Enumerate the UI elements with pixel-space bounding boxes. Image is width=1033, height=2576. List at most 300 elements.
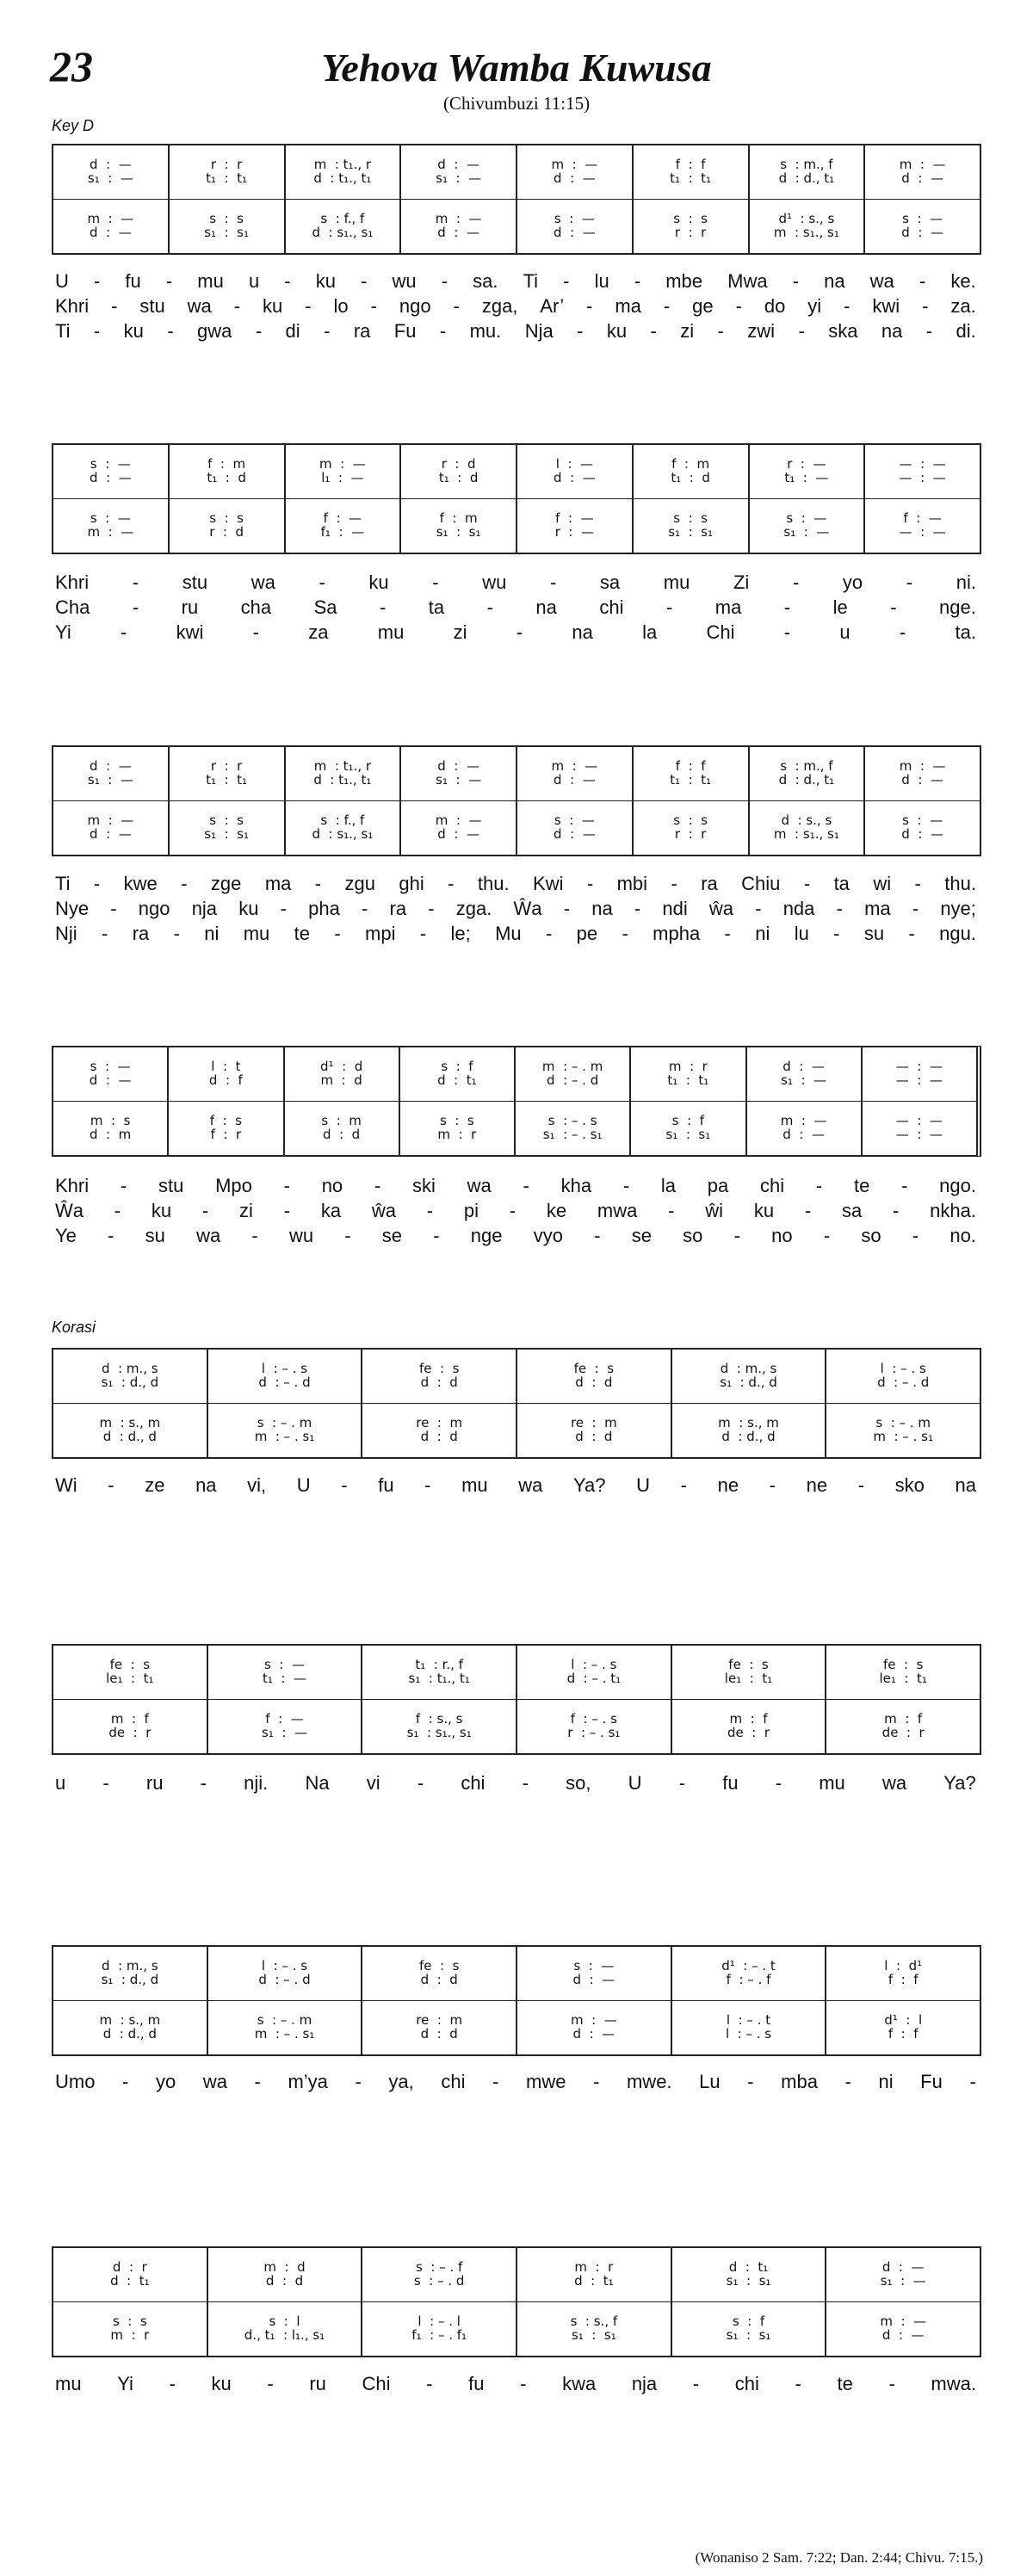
syllable: stu (139, 295, 165, 317)
measure: s : m., f d : d., t₁ (750, 145, 866, 199)
syllable: Na (305, 1772, 330, 1794)
syllable: nge (470, 1225, 503, 1246)
chorus-label: Korasi (52, 1319, 96, 1336)
music-system (52, 1945, 981, 2056)
syllable: - (173, 923, 180, 944)
measure: s : — d : — (517, 200, 634, 253)
measure: s : s r : d (170, 499, 286, 553)
syllable: - (833, 923, 840, 944)
syllable: ŵa (371, 1200, 396, 1221)
measure: s : s r : r (634, 801, 750, 855)
measure: m : t₁., r d : t₁., t₁ (286, 145, 402, 199)
syllable: yo (155, 2071, 176, 2092)
syllable: - (283, 1200, 291, 1221)
syllable: Ti (55, 320, 71, 342)
syllable: - (717, 320, 724, 342)
measure: fe : s d : d (362, 1350, 517, 1403)
syllable: Yi (55, 621, 71, 643)
syllable: gwa (197, 320, 232, 342)
measure: s : f., f d : s₁., s₁ (286, 200, 402, 253)
syllable: zga, (481, 295, 518, 317)
syllable: zi (453, 621, 467, 643)
syllable: nji. (244, 1772, 269, 1794)
staff-upper (53, 445, 980, 499)
measure: — : — — : — (899, 456, 946, 485)
syllable: no (771, 1225, 793, 1246)
measure: m : — d : — (747, 1102, 863, 1155)
lyric-line (55, 620, 976, 645)
measure: d : r d : t₁ (53, 2248, 208, 2301)
syllable: - (634, 898, 641, 919)
lyric-line (55, 1770, 976, 1795)
syllable: m’ya (288, 2071, 328, 2092)
music-system (52, 2246, 981, 2357)
measure: f : f t₁ : t₁ (634, 747, 750, 800)
syllable: - (433, 1225, 440, 1246)
lyric-line (55, 1198, 976, 1223)
measure: m : — d : — (401, 200, 517, 253)
measure: d : s., s m : s₁., s₁ (750, 801, 866, 855)
staff-upper (53, 2248, 980, 2302)
syllable: ŵi (705, 1200, 724, 1221)
measure: s : – . f s : – . d (362, 2248, 517, 2301)
syllable: - (280, 898, 287, 919)
syllable: chi (441, 2071, 466, 2092)
syllable: - (334, 923, 341, 944)
staff-upper (53, 747, 980, 801)
syllable: za (308, 621, 329, 643)
syllable: - (692, 2373, 700, 2394)
hymn-number: 23 (50, 42, 93, 90)
syllable: - (922, 295, 929, 317)
measure: l : – . s d : – . t₁ (517, 1646, 672, 1699)
syllable: ku (238, 898, 259, 919)
measure: d : — s₁ : — (401, 747, 517, 800)
syllable: chi (599, 596, 624, 618)
measure: s : s., f s₁ : s₁ (517, 2302, 672, 2356)
syllable: no. (949, 1225, 976, 1246)
syllable: kwi (872, 295, 900, 317)
measure: d¹ : d m : d (285, 1047, 400, 1101)
syllable: - (380, 596, 387, 618)
syllable: pe (576, 923, 598, 944)
syllable: - (362, 898, 368, 919)
measure: m : r d : t₁ (517, 2248, 672, 2301)
syllable: ku (263, 295, 283, 317)
syllable: kwi (176, 621, 204, 643)
syllable: zi (680, 320, 695, 342)
syllable: mu (461, 1474, 488, 1496)
syllable: - (283, 1175, 290, 1196)
measure: s : s m : r (53, 2302, 208, 2356)
measure: s : f., f d : s₁., s₁ (286, 801, 402, 855)
syllable: wu (288, 1225, 314, 1246)
measure: re : m d : d (362, 1404, 517, 1457)
syllable: ru (181, 596, 199, 618)
lyrics-block (55, 1173, 976, 1248)
syllable: - (678, 1772, 686, 1794)
syllable: - (132, 596, 139, 618)
measure: m : – . m d : – . d (516, 1047, 631, 1101)
syllable: ra (132, 923, 150, 944)
measure: s : s s₁ : s₁ (170, 200, 286, 253)
measure: m : — l₁ : — (286, 445, 402, 498)
syllable: - (795, 2373, 801, 2394)
syllable: - (622, 923, 628, 944)
measure: f : — f₁ : — (286, 499, 402, 553)
syllable: - (919, 270, 926, 292)
measure: d¹ : – . t f : – . f (672, 1947, 827, 2000)
measure: m : — d : — (517, 747, 634, 800)
syllable: vi, (247, 1474, 267, 1496)
syllable: ru (145, 1772, 164, 1794)
syllable: ski (412, 1175, 436, 1196)
measure: — : — — : — (895, 1113, 943, 1142)
measure: l : – . s d : – . d (208, 1350, 363, 1403)
syllable: nge. (938, 596, 976, 618)
syllable: wi (873, 873, 892, 894)
measure: s : — d : — (53, 445, 170, 498)
syllable: na (572, 621, 593, 643)
syllable: wa (518, 1474, 543, 1496)
syllable: - (912, 898, 919, 919)
measure: fe : s d : d (517, 1350, 672, 1403)
syllable: - (792, 270, 799, 292)
syllable: - (305, 295, 312, 317)
syllable: le (832, 596, 848, 618)
syllable: - (671, 873, 677, 894)
syllable: mwa. (931, 2373, 976, 2394)
lyric-line (55, 1173, 976, 1198)
measure: d¹ : l f : f (884, 2012, 923, 2042)
syllable: ndi (662, 898, 688, 919)
syllable: ra (389, 898, 407, 919)
measure: d : — s₁ : — (880, 2259, 926, 2289)
measure: d : t₁ s₁ : s₁ (672, 2248, 827, 2301)
syllable: nda (782, 898, 815, 919)
lyric-line (55, 1223, 976, 1248)
syllable: - (341, 1474, 348, 1496)
syllable: vi (366, 1772, 380, 1794)
syllable: no (321, 1175, 343, 1196)
syllable: - (888, 2373, 895, 2394)
syllable: nja (631, 2373, 658, 2394)
syllable: - (110, 898, 117, 919)
syllable: - (906, 571, 913, 593)
syllable: - (254, 2071, 261, 2092)
measure: t₁ : r., f s₁ : t₁., t₁ (362, 1646, 517, 1699)
measure: s : – . s s₁ : – . s₁ (516, 1102, 631, 1155)
measure: fe : s d : d (362, 1947, 517, 2000)
staff-lower (53, 1700, 980, 1753)
syllable: wa (196, 1225, 221, 1246)
syllable: - (577, 320, 584, 342)
syllable: Nji (55, 923, 77, 944)
syllable: - (755, 898, 762, 919)
syllable: wa (467, 1175, 492, 1196)
syllable: - (428, 898, 435, 919)
syllable: - (426, 2373, 433, 2394)
measure: m : s., m d : d., d (53, 1404, 208, 1457)
measure: m : — d : — (53, 801, 170, 855)
syllable: na (535, 596, 557, 618)
syllable: chi (760, 1175, 785, 1196)
syllable: Khri (55, 1175, 90, 1196)
hymn-title: Yehova Wamba Kuwusa (321, 46, 712, 90)
syllable: - (314, 873, 322, 894)
syllable: - (255, 320, 263, 342)
measure: m : s., m d : d., d (672, 1404, 827, 1457)
syllable: su (863, 923, 885, 944)
syllable: ge (692, 295, 714, 317)
syllable: ni (204, 923, 220, 944)
syllable: - (486, 596, 493, 618)
syllable: - (549, 571, 557, 593)
syllable: mpi (365, 923, 396, 944)
syllable: - (181, 873, 188, 894)
syllable: Chiu (741, 873, 781, 894)
measure: l : – . l f₁ : – . f₁ (362, 2302, 517, 2356)
cross-references: (Wonaniso 2 Sam. 7:22; Dan. 2:44; Chivu. 7:15.) (695, 2549, 983, 2566)
syllable: pa (707, 1175, 729, 1196)
syllable: - (516, 621, 523, 643)
syllable: - (586, 873, 594, 894)
syllable: - (424, 1474, 431, 1496)
syllable: Nja (524, 320, 554, 342)
syllable: - (111, 295, 118, 317)
measure: s : — d : — (53, 1047, 169, 1101)
lyrics-block (55, 1770, 976, 1795)
syllable: ku (151, 1200, 172, 1221)
syllable: - (93, 873, 101, 894)
measure: s : m., f d : d., t₁ (750, 747, 866, 800)
measure: s : s s₁ : s₁ (634, 499, 750, 553)
syllable: ku (368, 571, 389, 593)
staff-lower (53, 1102, 976, 1155)
music-system (52, 745, 981, 856)
measure: d : — s₁ : — (401, 145, 517, 199)
staff-upper (53, 145, 980, 200)
measure: f : m s₁ : s₁ (401, 499, 517, 553)
syllable: ta. (955, 621, 976, 643)
syllable: U (296, 1474, 311, 1496)
syllable: ghi (399, 873, 424, 894)
syllable: ke. (950, 270, 976, 292)
syllable: - (200, 1772, 207, 1794)
syllable: ŵa (708, 898, 734, 919)
syllable: zwi (747, 320, 776, 342)
measure: m : f de : r (672, 1700, 827, 1753)
measure: fe : s le₁ : t₁ (53, 1646, 208, 1699)
measure: l : – . t l : – . s (672, 2001, 827, 2054)
syllable: ngo (399, 295, 431, 317)
syllable: - (890, 596, 897, 618)
syllable: so, (566, 1772, 591, 1794)
lyric-line (55, 2069, 976, 2094)
measure: — : — — : — (895, 1059, 943, 1088)
lyric-line (55, 896, 976, 921)
lyric-line (55, 1473, 976, 1498)
syllable: wu (392, 270, 417, 292)
syllable: yo (842, 571, 863, 593)
measure: s : — d : — (517, 801, 634, 855)
syllable: se (631, 1225, 652, 1246)
syllable: ya, (388, 2071, 414, 2092)
syllable: - (417, 1772, 424, 1794)
staff-upper (53, 1350, 980, 1404)
syllable: mwa (597, 1200, 638, 1221)
measure: m : s., m d : d., d (53, 2001, 208, 2054)
measure: s : – . m m : – . s₁ (208, 2001, 363, 2054)
measure: s : s m : r (400, 1102, 516, 1155)
lyric-line (55, 595, 976, 620)
measure: f : – . s r : – . s₁ (517, 1700, 672, 1753)
syllable: di (285, 320, 300, 342)
syllable: Chi (362, 2373, 391, 2394)
syllable: - (622, 1175, 630, 1196)
syllable: mbe (665, 270, 703, 292)
syllable: mu. (469, 320, 502, 342)
measure: r : d t₁ : d (401, 445, 517, 498)
syllable: na (881, 320, 903, 342)
syllable: Cha (55, 596, 90, 618)
staff-lower (53, 2001, 980, 2054)
syllable: - (735, 295, 742, 317)
syllable: - (102, 923, 108, 944)
syllable: Fu (920, 2071, 943, 2092)
syllable: Chi (706, 621, 735, 643)
syllable: Umo (55, 2071, 96, 2092)
lyric-line (55, 269, 976, 293)
syllable: stu (158, 1175, 184, 1196)
syllable: yi (807, 295, 822, 317)
music-system (52, 1644, 981, 1755)
syllable: Zi (733, 571, 750, 593)
measure: m : — d : — (899, 758, 946, 788)
syllable: mu (197, 270, 224, 292)
syllable: U (55, 270, 69, 292)
syllable: Ŵa (55, 1200, 84, 1221)
measure: m : f de : r (53, 1700, 208, 1753)
syllable: mu (243, 923, 270, 944)
syllable: fu (722, 1772, 739, 1794)
syllable: ngo. (939, 1175, 976, 1196)
syllable: te (294, 923, 310, 944)
music-system (52, 144, 981, 255)
syllable: - (108, 1225, 114, 1246)
lyric-line (55, 318, 976, 343)
syllable: - (747, 2071, 754, 2092)
lyrics-block (55, 2371, 976, 2396)
syllable: wa (251, 571, 275, 593)
syllable: za. (950, 295, 976, 317)
syllable: - (969, 2071, 976, 2092)
syllable: mu (819, 1772, 845, 1794)
syllable: la (660, 1175, 677, 1196)
syllable: lo (333, 295, 349, 317)
syllable: Ar’ (540, 295, 565, 317)
syllable: chi (734, 2373, 759, 2394)
syllable: te (837, 2373, 853, 2394)
measure: l : – . s d : – . d (877, 1361, 930, 1390)
syllable: - (432, 571, 439, 593)
syllable: ke (546, 1200, 567, 1221)
syllable: lu (794, 923, 809, 944)
syllable: do (764, 295, 786, 317)
staff-lower (53, 801, 980, 855)
syllable: se (381, 1225, 403, 1246)
syllable: - (594, 1225, 601, 1246)
syllable: Lu (699, 2071, 721, 2092)
syllable: mwe (526, 2071, 566, 2092)
syllable: Mwa (727, 270, 768, 292)
syllable: - (233, 295, 241, 317)
measure: s : – . m m : – . s₁ (873, 1415, 933, 1444)
syllable: fu (378, 1474, 394, 1496)
measure: m : s d : m (53, 1102, 169, 1155)
syllable: - (114, 1200, 121, 1221)
syllable: mu (377, 621, 405, 643)
syllable: u (248, 270, 260, 292)
syllable: - (650, 320, 657, 342)
measure: s : m d : d (285, 1102, 400, 1155)
syllable: - (448, 873, 455, 894)
syllable: zga. (455, 898, 492, 919)
syllable: ra (701, 873, 718, 894)
syllable: cha (240, 596, 272, 618)
measure: d : — s₁ : — (747, 1047, 863, 1101)
measure: re : m d : d (362, 2001, 517, 2054)
syllable: zi (239, 1200, 253, 1221)
measure: s : — d : — (901, 211, 943, 240)
syllable: - (823, 1225, 831, 1246)
syllable: ne (717, 1474, 739, 1496)
key-signature: Key D (52, 117, 95, 134)
syllable: - (586, 295, 593, 317)
measure: s : f s₁ : s₁ (631, 1102, 746, 1155)
syllable: Ŵa (513, 898, 542, 919)
measure: f : m t₁ : d (634, 445, 750, 498)
syllable: - (844, 295, 851, 317)
measure: l : d¹ f : f (884, 1958, 923, 1987)
syllable: - (925, 320, 933, 342)
syllable: ku (753, 1200, 775, 1221)
syllable: - (122, 2071, 129, 2092)
measure: f : m t₁ : d (170, 445, 286, 498)
syllable: Yi (117, 2373, 133, 2394)
syllable: - (419, 923, 427, 944)
syllable: - (844, 2071, 851, 2092)
syllable: - (93, 320, 101, 342)
syllable: Sa (313, 596, 337, 618)
syllable: zge (210, 873, 242, 894)
syllable: - (121, 621, 127, 643)
staff-upper (53, 1947, 980, 2001)
measure: d¹ : s., s m : s₁., s₁ (750, 200, 866, 253)
syllable: - (545, 923, 553, 944)
syllable: ta (428, 596, 445, 618)
syllable: mwe. (626, 2071, 672, 2092)
lyrics-block (55, 570, 976, 645)
syllable: Fu (393, 320, 417, 342)
syllable: fu (125, 270, 141, 292)
measure: f : s., s s₁ : s₁., s₁ (362, 1700, 517, 1753)
syllable: ku (315, 270, 336, 292)
syllable: - (165, 270, 173, 292)
syllable: ngo (138, 898, 170, 919)
syllable: wa (202, 2071, 227, 2092)
syllable: sa (599, 571, 621, 593)
